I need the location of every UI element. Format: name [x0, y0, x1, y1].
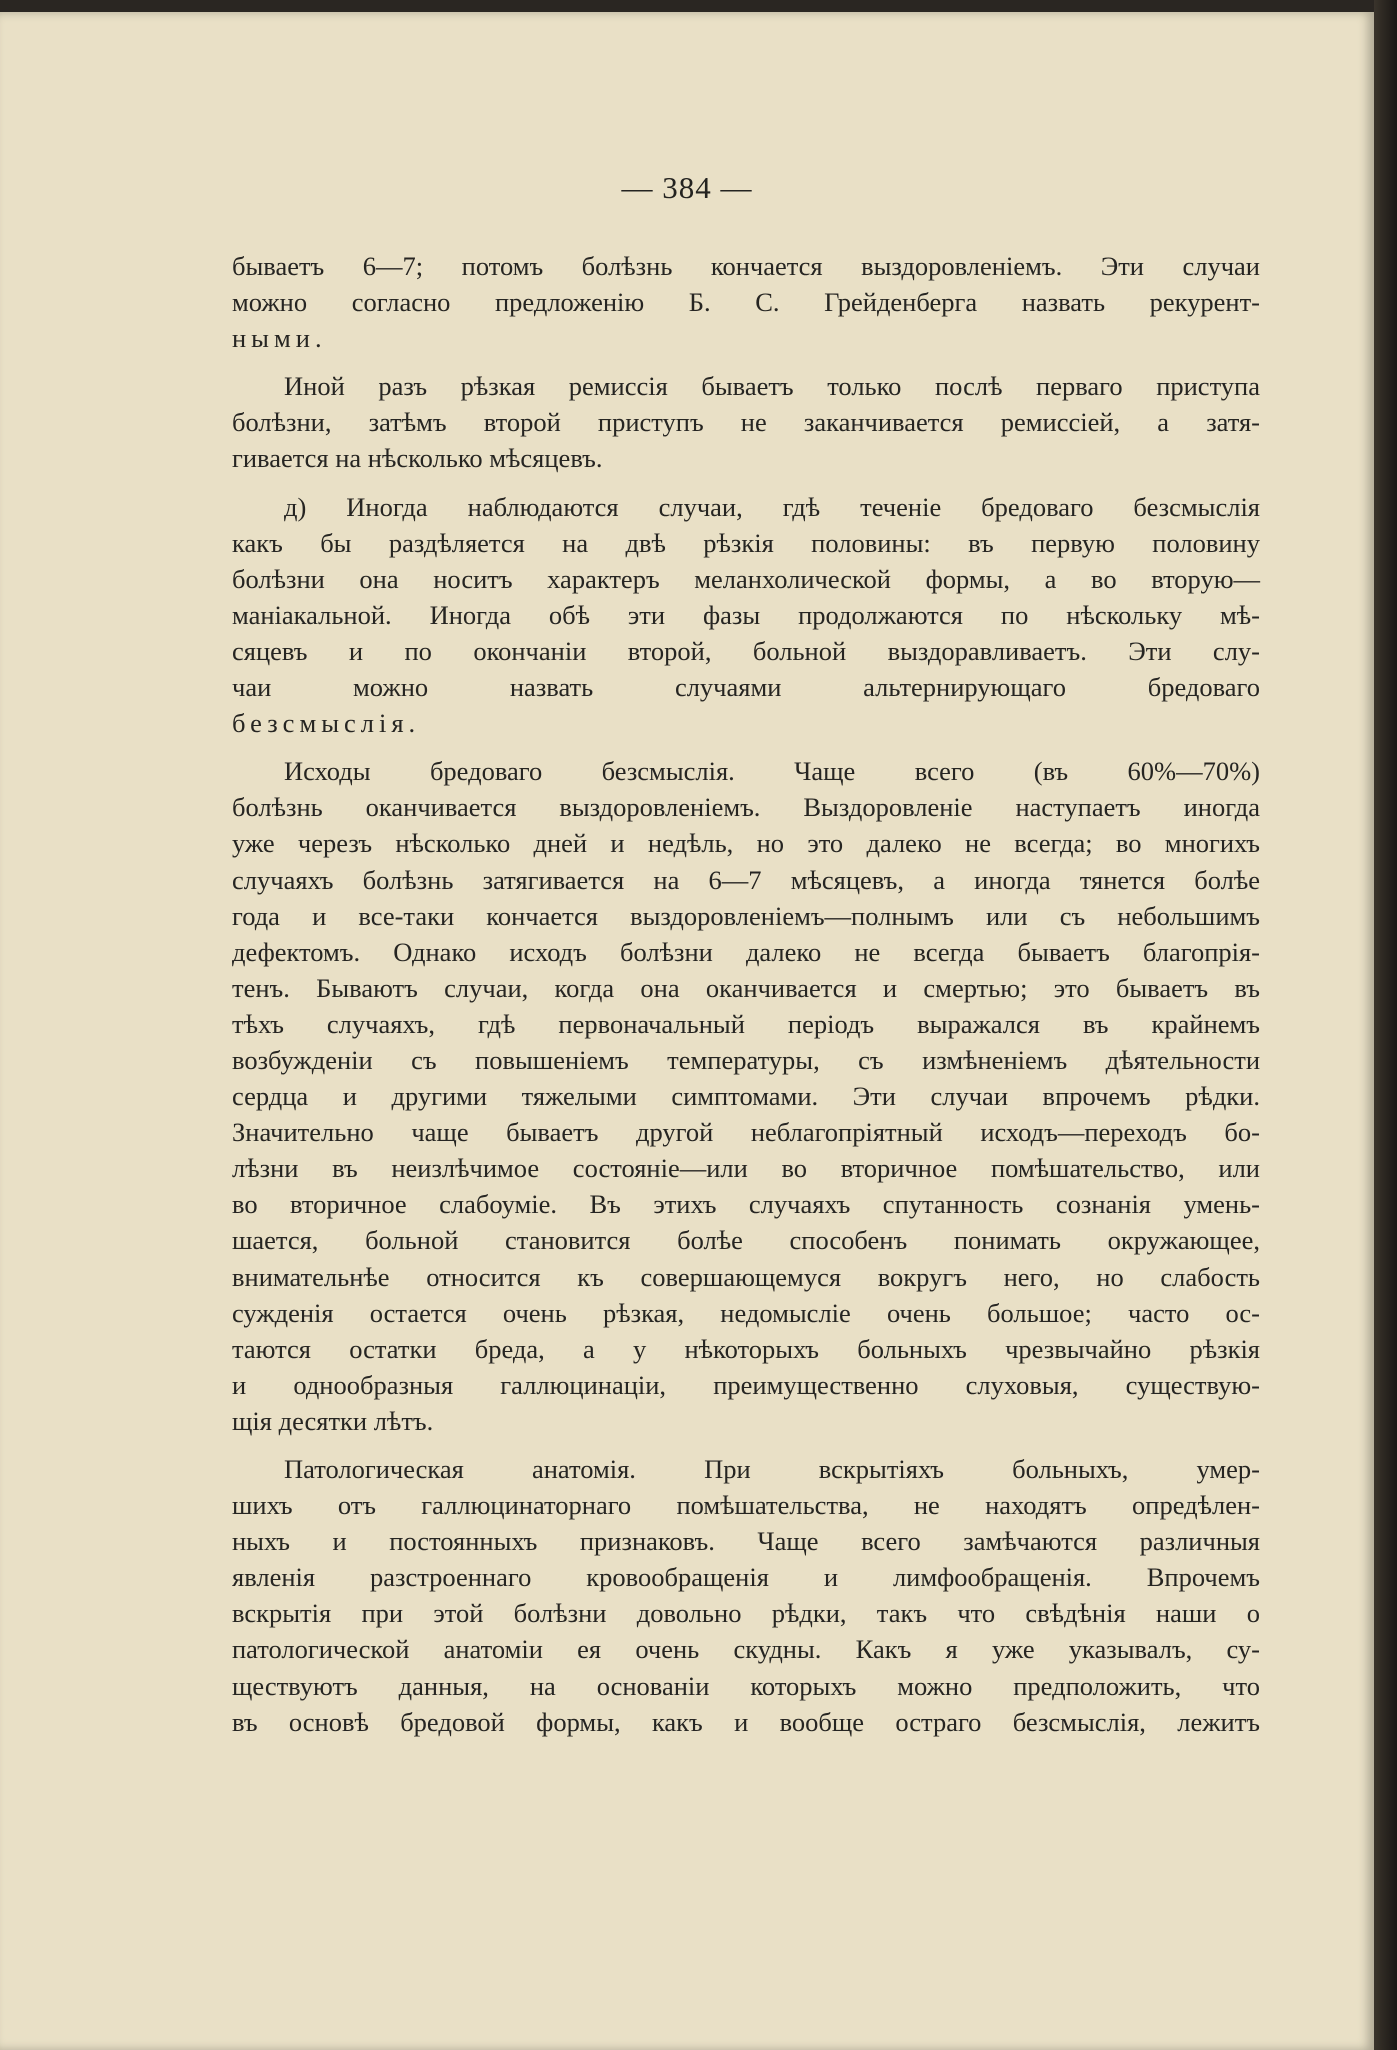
text-line: года и все-таки кончается выздоровленіемъ—полнымъ или съ небольшимъ — [232, 900, 1260, 931]
text-line: шается, больной становится болѣе способенъ понимать окружающее, — [232, 1225, 1260, 1256]
text-line: можно согласно предложенію Б. С. Грейденберга назвать рекурент- — [232, 287, 1260, 318]
text-line: болѣзнь оканчивается выздоровленіемъ. Выздоровленіе наступаетъ иногда — [232, 792, 1260, 823]
text-line: Патологическая анатомія. При вскрытіяхъ больныхъ, умер- — [284, 1454, 1260, 1484]
text-line: д) Иногда наблюдаются случаи, гдѣ теченіе бредоваго безсмыслія — [284, 491, 1260, 522]
text-line: и однообразныя галлюцинаціи, преимущественно слуховыя, существую- — [232, 1369, 1260, 1400]
text-line: ществуютъ данныя, на основаніи которыхъ можно предположить, что — [232, 1670, 1260, 1701]
text-line: внимательнѣе относится къ совершающемуся вокругъ него, но слабость — [232, 1261, 1260, 1292]
text-line: Исходы бредоваго безсмыслія. Чаще всего (въ 60%—70%) — [284, 756, 1260, 787]
text-line: лѣзни въ неизлѣчимое состояніе—или во вторичное помѣшательство, или — [232, 1153, 1260, 1184]
text-line: въ основѣ бредовой формы, какъ и вообще остраго безсмыслія, лежитъ — [232, 1706, 1260, 1737]
text-line: дефектомъ. Однако исходъ болѣзни далеко не всегда бываетъ благопрія- — [232, 936, 1260, 967]
text-line: Иной разъ рѣзкая ремиссія бываетъ только послѣ перваго приступа — [284, 371, 1260, 402]
text-line: случаяхъ болѣзнь затягивается на 6—7 мѣсяцевъ, а иногда тянется болѣе — [232, 864, 1260, 895]
text-line: гивается на нѣсколько мѣсяцевъ. — [232, 443, 603, 474]
text-line: болѣзни, затѣмъ второй приступъ не заканчивается ремиссіей, а затя- — [232, 407, 1260, 438]
text-line: Значительно чаще бываетъ другой неблагопріятный исходъ—переходъ бо- — [232, 1117, 1260, 1148]
text-line: ными. — [232, 323, 327, 354]
text-line: безсмыслія. — [232, 708, 421, 739]
page-number: — 384 — — [621, 170, 753, 205]
text-line: сердца и другими тяжелыми симптомами. Эти случаи впрочемъ рѣдки. — [232, 1081, 1260, 1112]
text-line: шихъ отъ галлюцинаторнаго помѣшательства, не находятъ опредѣлен- — [232, 1490, 1260, 1521]
text-line: болѣзни она носитъ характеръ меланхолической формы, а во вторую— — [232, 563, 1260, 594]
text-line: какъ бы раздѣляется на двѣ рѣзкія половины: въ первую половину — [232, 527, 1260, 558]
text-line: маніакальной. Иногда обѣ эти фазы продолжаются по нѣскольку мѣ- — [232, 599, 1260, 630]
text-line: тѣхъ случаяхъ, гдѣ первоначальный періодъ выражался въ крайнемъ — [232, 1008, 1260, 1039]
text-line: щія десятки лѣтъ. — [232, 1405, 434, 1436]
text-line: возбужденіи съ повышеніемъ температуры, съ измѣненіемъ дѣятельности — [232, 1044, 1260, 1075]
text-line: во вторичное слабоуміе. Въ этихъ случаяхъ спутанность сознанія умень- — [232, 1189, 1260, 1220]
text-line: вскрытія при этой болѣзни довольно рѣдки, такъ что свѣдѣнія наши о — [232, 1598, 1260, 1629]
text-line: таются остатки бреда, а у нѣкоторыхъ больныхъ чрезвычайно рѣзкія — [232, 1333, 1260, 1364]
text-line: чаи можно назвать случаями альтернирующаго бредоваго — [232, 672, 1260, 703]
text-line: патологической анатоміи ея очень скудны. Какъ я уже указывалъ, су- — [232, 1634, 1260, 1665]
text-line: ныхъ и постоянныхъ признаковъ. Чаще всего замѣчаются различныя — [232, 1526, 1260, 1557]
text-line: явленія разстроеннаго кровообращенія и лимфообращенія. Впрочемъ — [232, 1562, 1260, 1593]
text-line: сужденія остается очень рѣзкая, недомысліе очень большое; часто ос- — [232, 1297, 1260, 1328]
text-line: тенъ. Бываютъ случаи, когда она оканчивается и смертью; это бываетъ въ — [232, 972, 1260, 1003]
text-line: уже черезъ нѣсколько дней и недѣль, но это далеко не всегда; во многихъ — [232, 828, 1260, 859]
book-edge — [1374, 0, 1397, 2050]
body-text — [232, 248, 1260, 1740]
text-line: бываетъ 6—7; потомъ болѣзнь кончается выздоровленіемъ. Эти случаи — [232, 251, 1260, 281]
book-page — [0, 12, 1374, 2050]
text-line: сяцевъ и по окончаніи второй, больной выздоравливаетъ. Эти слу- — [232, 635, 1260, 666]
